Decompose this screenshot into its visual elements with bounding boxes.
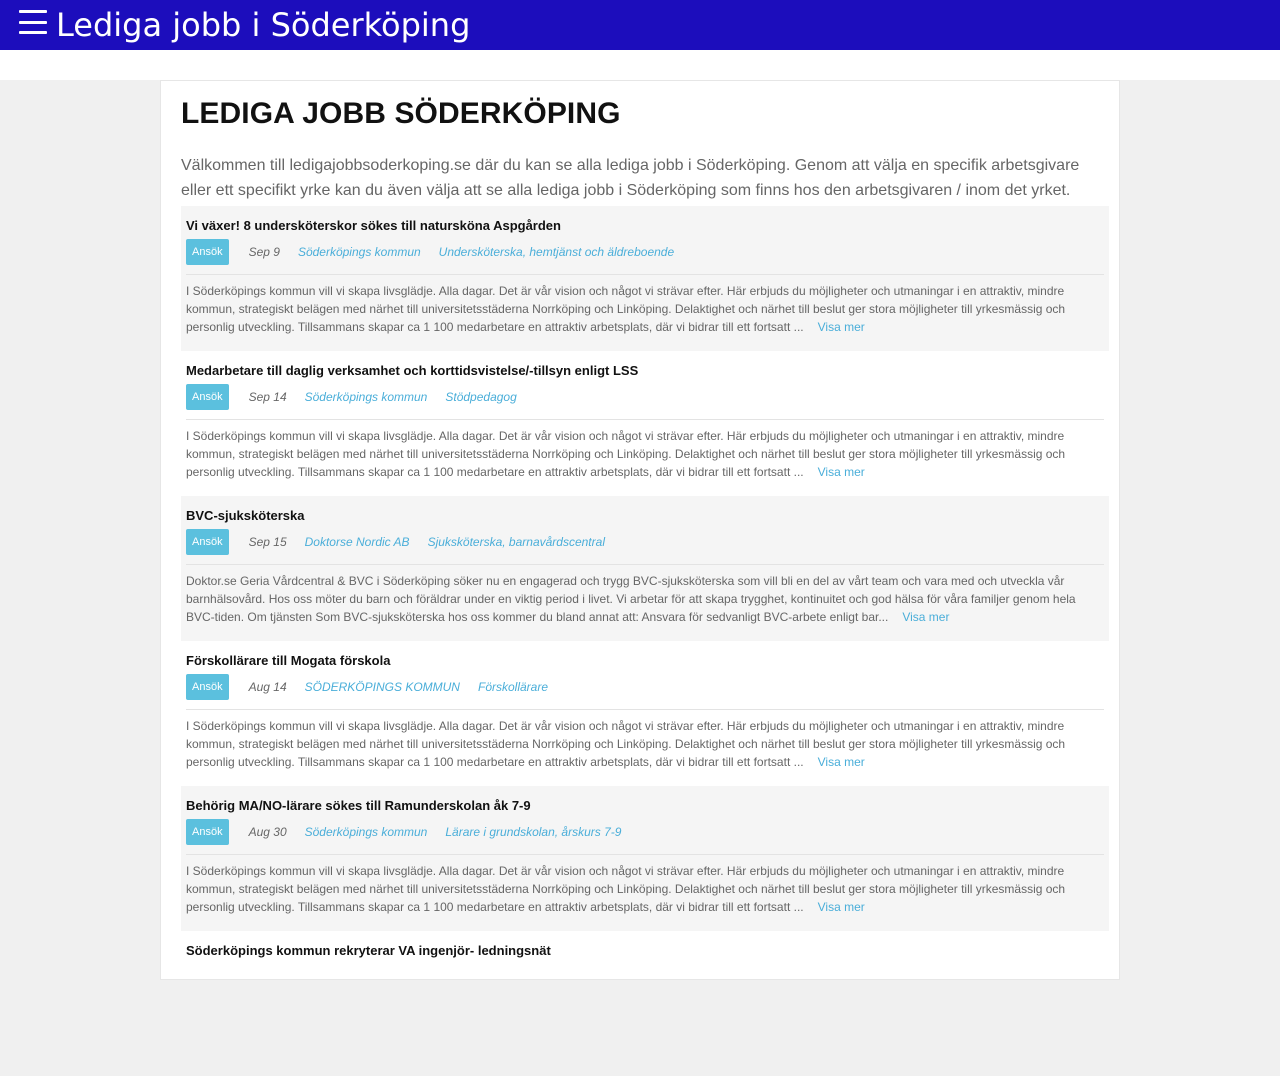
job-listing bbox=[181, 496, 1109, 641]
job-meta bbox=[186, 528, 1104, 565]
apply-button[interactable]: Ansök bbox=[186, 384, 229, 410]
job-listing bbox=[181, 206, 1109, 351]
job-date: Aug 30 bbox=[248, 825, 287, 839]
job-description bbox=[186, 572, 1104, 626]
job-title[interactable]: Behörig MA/NO-lärare sökes till Ramunderskolan åk 7-9 bbox=[186, 798, 531, 813]
apply-button[interactable]: Ansök bbox=[186, 674, 229, 700]
job-listing bbox=[181, 786, 1109, 931]
job-description-text: I Söderköpings kommun vill vi skapa livsglädje. Alla dagar. Det är vår vision och något vi strävar efter. Här erbjuds du möjligheter och utmaningar i en attraktiv, mindre kommun, strategiskt belägen med närhet till universitetsstäderna Norrköping och Linköping. Delaktighet och närhet till beslut ger stora möjligheter till yrkesmässig och personlig utveckling. Tillsammans skapar ca 1 100 medarbetare en attraktiv arbetsplats, där vi bidrar till ett fortsatt ... bbox=[186, 284, 1066, 334]
subheader-spacer bbox=[0, 50, 1280, 80]
show-more-link[interactable]: Visa mer bbox=[817, 900, 865, 914]
job-description-text: I Söderköpings kommun vill vi skapa livsglädje. Alla dagar. Det är vår vision och något vi strävar efter. Här erbjuds du möjligheter och utmaningar i en attraktiv, mindre kommun, strategiskt belägen med närhet till universitetsstäderna Norrköping och Linköping. Delaktighet och närhet till beslut ger stora möjligheter till yrkesmässig och personlig utveckling. Tillsammans skapar ca 1 100 medarbetare en attraktiv arbetsplats, där vi bidrar till ett fortsatt ... bbox=[186, 429, 1066, 479]
job-listing bbox=[181, 351, 1109, 496]
category-link[interactable]: Stödpedagog bbox=[445, 390, 517, 404]
job-description bbox=[186, 862, 1104, 916]
job-description bbox=[186, 427, 1104, 481]
show-more-link[interactable]: Visa mer bbox=[817, 465, 865, 479]
job-listing bbox=[181, 641, 1109, 786]
employer-link[interactable]: Söderköpings kommun bbox=[304, 825, 428, 839]
job-title[interactable]: BVC-sjuksköterska bbox=[186, 508, 305, 523]
job-meta bbox=[186, 818, 1104, 855]
category-link[interactable]: Lärare i grundskolan, årskurs 7-9 bbox=[445, 825, 622, 839]
category-link[interactable]: Sjuksköterska, barnavårdscentral bbox=[427, 535, 605, 549]
job-description-text: I Söderköpings kommun vill vi skapa livsglädje. Alla dagar. Det är vår vision och något vi strävar efter. Här erbjuds du möjligheter och utmaningar i en attraktiv, mindre kommun, strategiskt belägen med närhet till universitetsstäderna Norrköping och Linköping. Delaktighet och närhet till beslut ger stora möjligheter till yrkesmässig och personlig utveckling. Tillsammans skapar ca 1 100 medarbetare en attraktiv arbetsplats, där vi bidrar till ett fortsatt ... bbox=[186, 719, 1066, 769]
apply-button[interactable]: Ansök bbox=[186, 239, 229, 265]
category-link[interactable]: Undersköterska, hemtjänst och äldreboende bbox=[438, 245, 675, 259]
top-navbar bbox=[0, 0, 1280, 50]
employer-link[interactable]: Söderköpings kommun bbox=[304, 390, 428, 404]
job-title[interactable]: Förskollärare till Mogata förskola bbox=[186, 653, 391, 668]
intro-text: Välkommen till ledigajobbsoderkoping.se där du kan se alla lediga jobb i Söderköping. Genom att välja en specifik arbetsgivare eller ett specifikt yrke kan du även välja att se alla lediga jobb i Söderköping som finns hos den arbetsgivaren / inom det yrket. bbox=[181, 157, 1080, 199]
page-title: LEDIGA JOBB SÖDERKÖPING bbox=[181, 97, 621, 130]
job-title[interactable]: Söderköpings kommun rekryterar VA ingenjör- ledningsnät bbox=[186, 943, 551, 958]
job-date: Sep 9 bbox=[248, 245, 280, 259]
job-listing bbox=[181, 931, 1109, 1076]
apply-button[interactable]: Ansök bbox=[186, 819, 229, 845]
job-description-text: I Söderköpings kommun vill vi skapa livsglädje. Alla dagar. Det är vår vision och något vi strävar efter. Här erbjuds du möjligheter och utmaningar i en attraktiv, mindre kommun, strategiskt belägen med närhet till universitetsstäderna Norrköping och Linköping. Delaktighet och närhet till beslut ger stora möjligheter till yrkesmässig och personlig utveckling. Tillsammans skapar ca 1 100 medarbetare en attraktiv arbetsplats, där vi bidrar till ett fortsatt ... bbox=[186, 864, 1066, 914]
show-more-link[interactable]: Visa mer bbox=[817, 320, 865, 334]
job-title[interactable]: Medarbetare till daglig verksamhet och korttidsvistelse/-tillsyn enligt LSS bbox=[186, 363, 639, 378]
job-meta bbox=[186, 238, 1104, 275]
job-description-text: Doktor.se Geria Vårdcentral & BVC i Söderköping söker nu en engagerad och trygg BVC-sjuksköterska som vill bli en del av vårt team och vara med och utveckla vår barnhälsovård. Hos oss möter du barn och föräldrar under en viktig period i livet. Vi arbetar för att skapa trygghet, kontinuitet och god hälsa för våra familjer genom hela BVC-tiden. Om tjänsten Som BVC-sjuksköterska hos oss kommer du bland annat att: Ansvara för sedvanligt BVC-arbete enligt bar... bbox=[186, 574, 1076, 624]
hamburger-menu-icon[interactable] bbox=[19, 10, 47, 34]
employer-link[interactable]: SÖDERKÖPINGS KOMMUN bbox=[304, 680, 460, 694]
job-description bbox=[186, 282, 1104, 336]
job-date: Aug 14 bbox=[248, 680, 287, 694]
job-description bbox=[186, 717, 1104, 771]
job-meta bbox=[186, 383, 1104, 420]
job-date: Sep 15 bbox=[248, 535, 287, 549]
job-date: Sep 14 bbox=[248, 390, 287, 404]
main-content bbox=[160, 80, 1120, 980]
show-more-link[interactable]: Visa mer bbox=[817, 755, 865, 769]
apply-button[interactable]: Ansök bbox=[186, 529, 229, 555]
job-meta bbox=[186, 673, 1104, 710]
employer-link[interactable]: Söderköpings kommun bbox=[297, 245, 421, 259]
employer-link[interactable]: Doktorse Nordic AB bbox=[304, 535, 410, 549]
site-title[interactable]: Lediga jobb i Söderköping bbox=[56, 6, 471, 44]
job-title[interactable]: Vi växer! 8 undersköterskor sökes till natursköna Aspgården bbox=[186, 218, 561, 233]
category-link[interactable]: Förskollärare bbox=[477, 680, 549, 694]
show-more-link[interactable]: Visa mer bbox=[902, 610, 950, 624]
